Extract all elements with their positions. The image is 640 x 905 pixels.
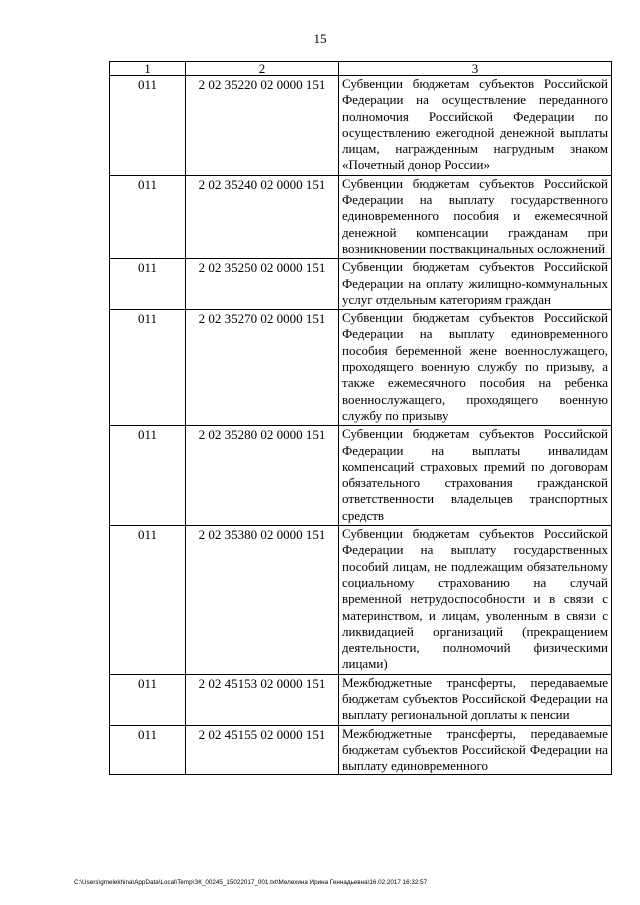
budget-code-cell: 2 02 35380 02 0000 151 [186, 526, 339, 675]
description-cell: Субвенции бюджетам субъектов Российской Федерации на выплаты инвалидам компенсаций страховых премий по договорам обязательного страхования гражданской ответственности владельцев транспортных средств [339, 426, 612, 526]
budget-code-cell: 2 02 35250 02 0000 151 [186, 259, 339, 310]
description-cell: Субвенции бюджетам субъектов Российской Федерации на осуществление переданного полномочия Российской Федерации по осуществлению ежегодной денежной выплаты лицам, награжденным нагрудным знаком «Почетный донор России» [339, 76, 612, 176]
page-number: 15 [313, 31, 327, 46]
table-row [110, 725, 612, 775]
description-cell: Субвенции бюджетам субъектов Российской Федерации на выплату государственного единовременного пособия и ежемесячной денежной компенсации гражданам при возникновении поствакцинальных осложнений [339, 175, 612, 258]
table-header-row [110, 62, 612, 76]
table-row [110, 310, 612, 426]
description-cell: Субвенции бюджетам субъектов Российской Федерации на выплату единовременного пособия беременной жене военнослужащего, проходящего военную службу по призыву, а также ежемесячного пособия на ребенка военнослужащего, проходящего военную службу по призыву [339, 310, 612, 426]
description-cell: Субвенции бюджетам субъектов Российской Федерации на выплату государственных пособий лицам, не подлежащим обязательному социальному страхованию на случай временной нетрудоспособности и в связи с материнством, и лицам, уволенным в связи с ликвидацией организаций (прекращением деятельности, полномочий физическими лицами) [339, 526, 612, 675]
table-row [110, 259, 612, 310]
budget-code-cell: 2 02 45155 02 0000 151 [186, 725, 339, 775]
admin-code-cell: 011 [110, 526, 186, 675]
budget-code-cell: 2 02 45153 02 0000 151 [186, 674, 339, 725]
admin-code-cell: 011 [110, 310, 186, 426]
budget-classification-table [109, 61, 612, 775]
budget-code-cell: 2 02 35240 02 0000 151 [186, 175, 339, 258]
table-row [110, 175, 612, 258]
admin-code-cell: 011 [110, 674, 186, 725]
budget-code-cell: 2 02 35270 02 0000 151 [186, 310, 339, 426]
description-cell: Межбюджетные трансферты, передаваемые бюджетам субъектов Российской Федерации на выплату региональной доплаты к пенсии [339, 674, 612, 725]
description-cell: Субвенции бюджетам субъектов Российской Федерации на оплату жилищно-коммунальных услуг отдельным категориям граждан [339, 259, 612, 310]
column-header-1: 1 [110, 62, 186, 76]
budget-code-cell: 2 02 35280 02 0000 151 [186, 426, 339, 526]
footer-file-path: C:\Users\gmelekhina\AppData\Local\Temp\ЗК_00245_15022017_001.txt\Мелехина Ирина Геннадьевна\16.02.2017 16:32:57 [74, 879, 428, 886]
column-header-2: 2 [186, 62, 339, 76]
table-row [110, 76, 612, 176]
admin-code-cell: 011 [110, 76, 186, 176]
table-row [110, 526, 612, 675]
table-row [110, 674, 612, 725]
admin-code-cell: 011 [110, 259, 186, 310]
table-row [110, 426, 612, 526]
budget-code-cell: 2 02 35220 02 0000 151 [186, 76, 339, 176]
admin-code-cell: 011 [110, 175, 186, 258]
admin-code-cell: 011 [110, 426, 186, 526]
description-cell: Межбюджетные трансферты, передаваемые бюджетам субъектов Российской Федерации на выплату единовременного [339, 725, 612, 775]
admin-code-cell: 011 [110, 725, 186, 775]
column-header-3: 3 [339, 62, 612, 76]
